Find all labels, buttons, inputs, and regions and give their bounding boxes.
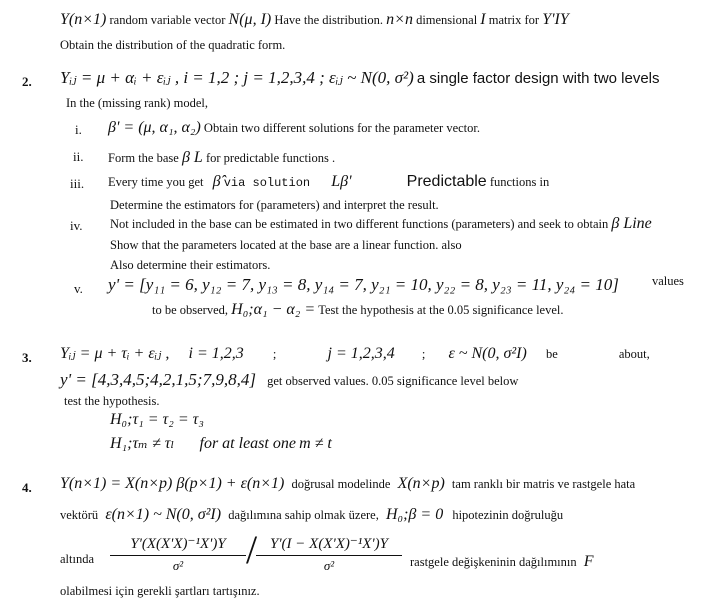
q2-iii-math2: Lβ' bbox=[331, 173, 352, 190]
q2-iii-cont: Determine the estimators for (parameters) and interpret the result. bbox=[110, 198, 439, 212]
q3-index-i: i = 1,2,3 bbox=[188, 345, 244, 362]
q4-fraction-1 bbox=[110, 534, 246, 574]
q1-line2: Obtain the distribution of the quadratic form. bbox=[60, 38, 286, 52]
q3-test-text: test the hypothesis. bbox=[64, 394, 160, 408]
q4-text5: hipotezinin doğruluğu bbox=[452, 508, 564, 522]
q3-h1: H₁;τₘ ≠ τₗ bbox=[110, 435, 175, 452]
q4-line2 bbox=[60, 505, 563, 524]
q1-yty: Y'IY bbox=[542, 11, 569, 28]
q4-line3-tail bbox=[410, 552, 594, 571]
q4-num2: Y'(I − X(X'X)⁻¹X')Y bbox=[270, 536, 388, 552]
q2-iii-numeral: iii. bbox=[70, 176, 85, 191]
q1-text2: Have the distribution. bbox=[274, 13, 384, 27]
q3-model-line bbox=[60, 344, 700, 363]
q4-frac-bar-2 bbox=[256, 555, 402, 556]
q1-nxn: n×n bbox=[386, 11, 413, 28]
q4-text1: doğrusal modelinde bbox=[291, 477, 391, 491]
q3-obs-math: y' = [4,3,4,5;4,2,1,5;7,9,8,4] bbox=[60, 370, 256, 389]
q1-text1: random variable vector bbox=[109, 13, 226, 27]
q3-model: Yᵢⱼ = μ + τᵢ + εᵢⱼ , bbox=[60, 345, 170, 362]
q4-text6: rastgele değişkeninin dağılımının bbox=[410, 555, 577, 569]
q1-text3: dimensional bbox=[416, 13, 478, 27]
q3-sep1: ; bbox=[272, 347, 277, 361]
q2-observed-math: H₀;α₁ − α₂ = bbox=[231, 301, 316, 318]
q4-frac-bar-1 bbox=[110, 555, 246, 556]
q2-iii-math1: β̂ bbox=[212, 173, 221, 190]
q2-item-ii bbox=[108, 148, 335, 167]
q4-text4: dağılımına sahip olmak üzere, bbox=[228, 508, 379, 522]
q2-ii-text1: Form the base bbox=[108, 151, 179, 165]
q2-iii-text4: functions in bbox=[489, 175, 550, 189]
q2-v-text: values bbox=[651, 274, 684, 288]
q1-line1 bbox=[60, 10, 569, 29]
q2-item-i bbox=[108, 118, 480, 137]
q3-h0: H₀;τ₁ = τ₂ = τ₃ bbox=[110, 411, 204, 428]
q3-error: ε ~ N(0, σ²I) bbox=[448, 345, 527, 362]
q4-den1: σ² bbox=[172, 558, 184, 573]
q2-item-iii bbox=[108, 172, 549, 191]
q4-x: X(n×p) bbox=[397, 475, 445, 492]
q4-number: 4. bbox=[22, 480, 32, 495]
q2-observed bbox=[152, 300, 564, 319]
q3-sep2: ; bbox=[421, 347, 426, 361]
q2-iii-text1: Every time you get bbox=[108, 175, 204, 189]
q3-obs-line bbox=[60, 370, 518, 390]
q2-model-text: a single factor design with two levels bbox=[416, 70, 660, 87]
q2-iv-numeral: iv. bbox=[70, 218, 83, 233]
q3-h1-cond: m ≠ t bbox=[299, 435, 332, 452]
q3-index-j: j = 1,2,3,4 bbox=[327, 345, 395, 362]
q4-text2: tam ranklı bir matris ve rastgele hata bbox=[451, 477, 636, 491]
q2-v-math: y' = [y₁₁ = 6, y₁₂ = 7, y₁₃ = 8, y₁₄ = 7, y₂₁ = 10, y₂₂ = 8, y₂₃ = 11, y₂₄ = 10] bbox=[108, 275, 619, 294]
q2-ii-text2: for predictable functions . bbox=[205, 151, 336, 165]
q4-dist: ε(n×1) ~ N(0, σ²I) bbox=[105, 506, 222, 523]
q4-model: Y(n×1) = X(n×p) β(p×1) + ε(n×1) bbox=[60, 475, 285, 492]
q3-obs-text: get observed values. 0.05 significance level below bbox=[267, 374, 519, 388]
q2-item-iv bbox=[110, 214, 652, 233]
q2-iv-text: Not included in the base can be estimated in two different functions (parameters) and seek to obtain bbox=[110, 217, 609, 231]
q2-iii-text2: via solution bbox=[223, 176, 311, 190]
q4-den2: σ² bbox=[323, 558, 335, 573]
q4-fraction-2 bbox=[256, 534, 402, 574]
q2-i-text: Obtain two different solutions for the parameter vector. bbox=[203, 121, 480, 135]
q3-h1-line bbox=[110, 434, 332, 453]
q2-item-v bbox=[108, 274, 684, 295]
q4-h0: H₀;β = 0 bbox=[385, 506, 444, 523]
q4-f: F bbox=[583, 553, 594, 570]
q2-i-math: β' = (μ, α₁, α₂) bbox=[108, 119, 201, 136]
q2-iv-cont2: Also determine their estimators. bbox=[110, 258, 271, 272]
q3-h1-text: for at least one bbox=[199, 435, 296, 452]
q2-ii-math: β L bbox=[181, 149, 203, 166]
q2-v-numeral: v. bbox=[74, 281, 83, 296]
q2-model-line bbox=[60, 68, 660, 88]
q2-iv-cont1: Show that the parameters located at the base are a linear function. also bbox=[110, 238, 462, 252]
q1-dist: N(μ, I) bbox=[228, 11, 272, 28]
q2-observed-text2: Test the hypothesis at the 0.05 significance level. bbox=[318, 303, 564, 317]
q2-number: 2. bbox=[22, 74, 32, 89]
q2-intro: In the (missing rank) model, bbox=[66, 96, 208, 110]
q2-observed-text1: to be observed, bbox=[152, 303, 229, 317]
q4-text3: vektörü bbox=[60, 508, 99, 522]
q3-about: about, bbox=[618, 347, 650, 361]
q2-model: Yᵢⱼ = μ + αᵢ + εᵢⱼ , i = 1,2 ; j = 1,2,3,4 ; εᵢⱼ ~ N(0, σ²) bbox=[60, 68, 414, 87]
q4-line1 bbox=[60, 474, 635, 493]
q3-be: be bbox=[545, 347, 558, 361]
q4-text7: olabilmesi için gerekli şartları tartışınız. bbox=[60, 584, 260, 598]
q1-text4: matrix for bbox=[488, 13, 540, 27]
q2-i-numeral: i. bbox=[75, 122, 82, 137]
q2-iv-math: β Line bbox=[611, 215, 652, 232]
q1-var: Y(n×1) bbox=[60, 11, 107, 28]
q3-number: 3. bbox=[22, 350, 32, 365]
q1-i: I bbox=[480, 11, 486, 28]
q4-division-slash: / bbox=[246, 527, 258, 572]
q4-num1: Y'(X(X'X)⁻¹X')Y bbox=[130, 536, 226, 552]
q2-ii-numeral: ii. bbox=[73, 149, 84, 164]
q4-altinda: altında bbox=[60, 552, 95, 566]
q2-iii-text3: Predictable bbox=[406, 173, 487, 190]
